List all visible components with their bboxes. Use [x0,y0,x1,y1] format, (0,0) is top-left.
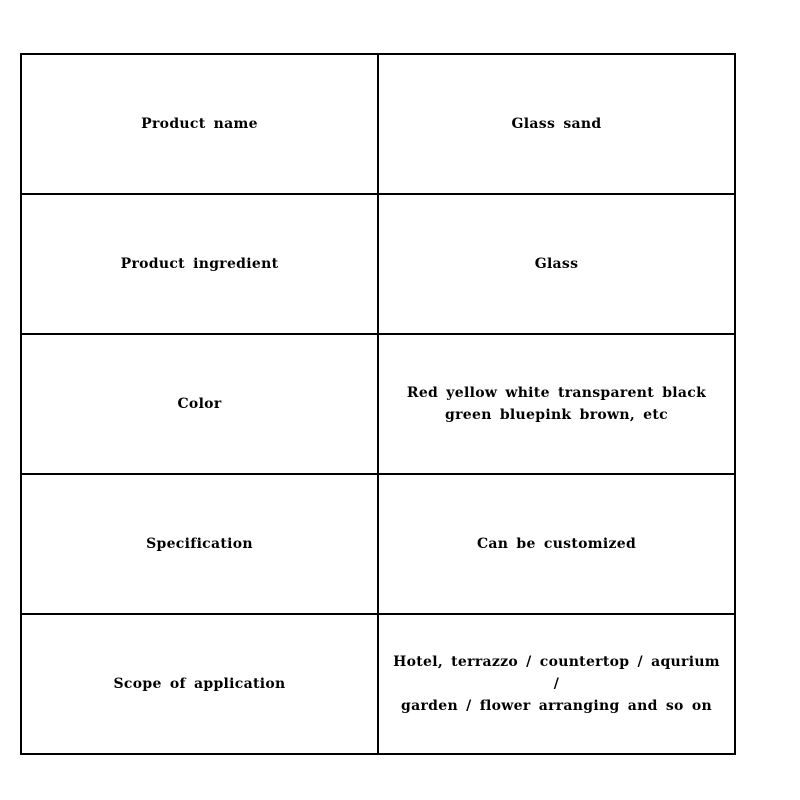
label-text: Specification [146,536,253,552]
label-text: Color [177,396,222,412]
row-value [378,614,735,754]
value-line: green bluepink brown, etc [445,407,668,423]
row-label [21,54,378,194]
value-line: Glass [534,256,579,272]
label-text: Scope of application [113,676,286,692]
label-text: Product ingredient [120,256,279,272]
row-label [21,474,378,614]
product-spec-table [20,53,736,755]
row-label [21,614,378,754]
value-line: Hotel, terrazzo / countertop / aqurium / [393,654,720,692]
table-row [21,474,735,614]
table-row [21,334,735,474]
row-value [378,194,735,334]
value-line: Red yellow white transparent black [406,385,707,401]
value-line: garden / flower arranging and so on [401,698,712,714]
row-value [378,474,735,614]
label-text: Product name [141,116,258,132]
row-value [378,334,735,474]
value-line: Can be customized [476,536,637,552]
table-row [21,614,735,754]
table-row [21,54,735,194]
value-line: Glass sand [511,116,602,132]
row-value [378,54,735,194]
table-row [21,194,735,334]
row-label [21,334,378,474]
row-label [21,194,378,334]
